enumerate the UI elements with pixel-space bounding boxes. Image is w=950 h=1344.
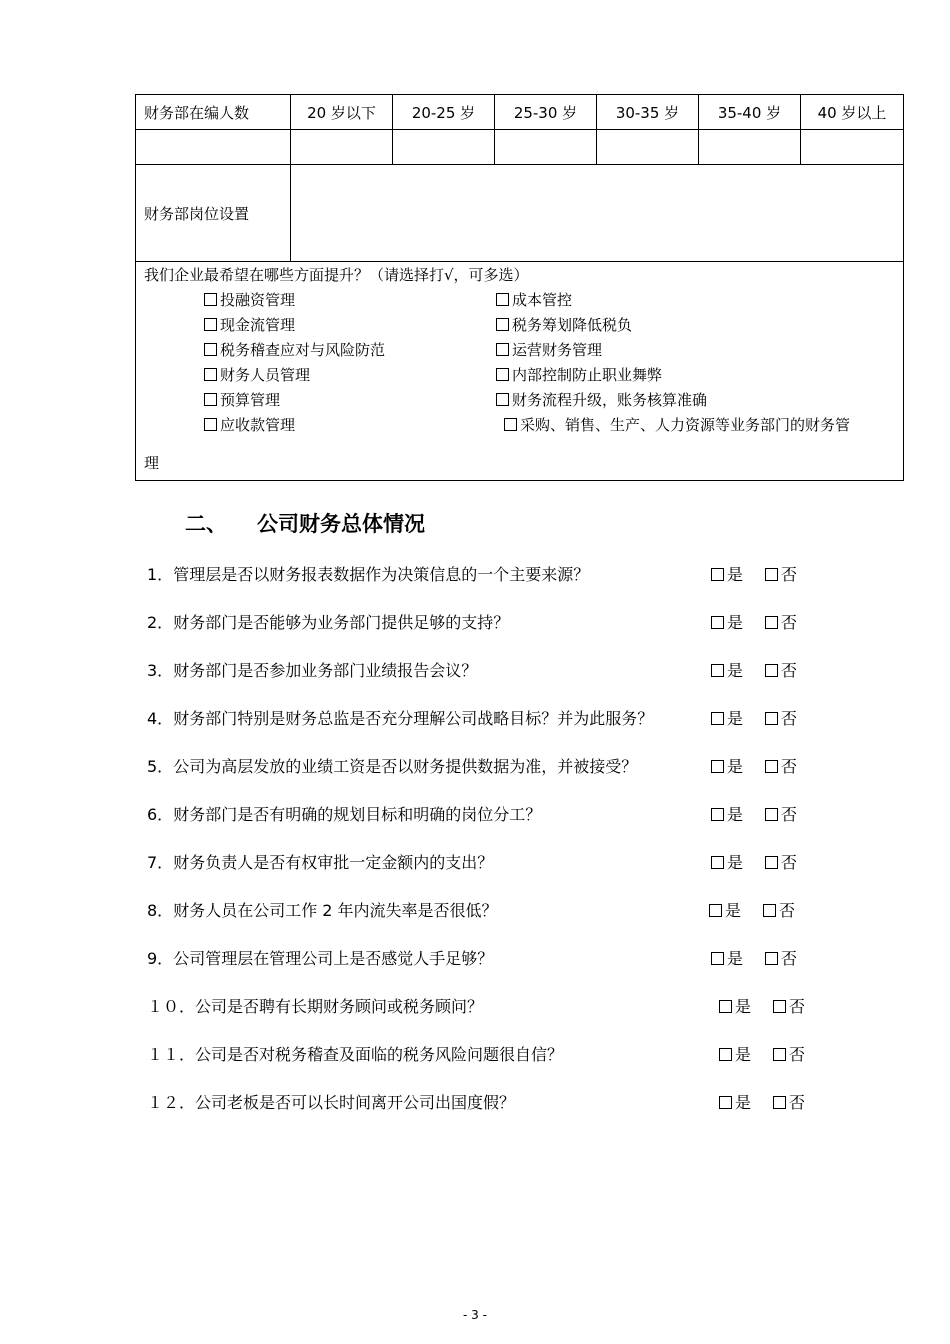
yes-option[interactable]: 是 [711, 805, 743, 824]
checkbox-icon[interactable] [711, 616, 724, 629]
no-option[interactable]: 否 [763, 901, 795, 920]
improvement-question: 我们企业最希望在哪些方面提升？（请选择打√，可多选） [144, 266, 529, 284]
question-text: 公司是否对税务稽查及面临的税务风险问题很自信？ [195, 1045, 564, 1064]
question-number: 3． [147, 661, 174, 680]
checkbox-icon[interactable] [719, 1096, 732, 1109]
answer-group [719, 1090, 805, 1113]
question-text: 财务部门是否参加业务部门业绩报告会议？ [173, 661, 478, 680]
position-setup-field[interactable] [291, 165, 904, 262]
no-option[interactable]: 否 [765, 949, 797, 968]
checkbox-icon[interactable] [765, 808, 778, 821]
question-row [147, 706, 653, 729]
no-option[interactable]: 否 [765, 709, 797, 728]
age-count-cell[interactable] [699, 130, 801, 165]
yes-option[interactable]: 是 [709, 901, 741, 920]
no-option[interactable]: 否 [765, 613, 797, 632]
age-group-header: 20 岁以下 [291, 95, 393, 130]
checkbox-icon[interactable] [504, 418, 517, 431]
question-number: 7． [147, 853, 174, 872]
no-option[interactable]: 否 [765, 661, 797, 680]
question-number: １１． [147, 1045, 196, 1064]
question-row [147, 1042, 563, 1065]
staff-count-blank[interactable] [136, 130, 291, 165]
checkbox-icon[interactable] [765, 952, 778, 965]
checkbox-icon[interactable] [711, 760, 724, 773]
staff-count-label: 财务部在编人数 [136, 95, 291, 130]
question-text: 公司管理层在管理公司上是否感觉人手足够？ [173, 949, 494, 968]
yes-option[interactable]: 是 [711, 661, 743, 680]
checkbox-icon[interactable] [719, 1000, 732, 1013]
checkbox-icon[interactable] [711, 664, 724, 677]
page-number: - 3 - [463, 1308, 487, 1322]
age-count-cell[interactable] [291, 130, 393, 165]
yes-option[interactable]: 是 [719, 1093, 751, 1112]
question-text: 财务部门是否能够为业务部门提供足够的支持？ [173, 613, 510, 632]
yes-option[interactable]: 是 [711, 709, 743, 728]
age-group-header: 35-40 岁 [699, 95, 801, 130]
checkbox-icon[interactable] [719, 1048, 732, 1061]
answer-group [719, 1042, 805, 1065]
checkbox-icon[interactable] [773, 1096, 786, 1109]
yes-option[interactable]: 是 [711, 949, 743, 968]
no-option[interactable]: 否 [773, 997, 805, 1016]
age-group-header: 20-25 岁 [393, 95, 495, 130]
option-item[interactable]: 应收款管理 [204, 414, 295, 435]
question-number: 5． [147, 757, 174, 776]
question-number: 4． [147, 709, 174, 728]
option-item[interactable]: 财务人员管理 [204, 364, 310, 385]
answer-group [711, 610, 797, 633]
age-group-header: 25-30 岁 [495, 95, 597, 130]
question-number: 9． [147, 949, 174, 968]
no-option[interactable]: 否 [765, 565, 797, 584]
option-item[interactable]: 成本管控 [496, 289, 572, 310]
option-wrap-tail: 理 [144, 454, 160, 472]
checkbox-icon[interactable] [773, 1048, 786, 1061]
question-text: 管理层是否以财务报表数据作为决策信息的一个主要来源？ [173, 565, 590, 584]
option-item[interactable]: 预算管理 [204, 389, 280, 410]
option-item[interactable]: 税务筹划降低税负 [496, 314, 632, 335]
answer-group [711, 850, 797, 873]
question-row [147, 1090, 515, 1113]
checkbox-icon[interactable] [709, 904, 722, 917]
checkbox-icon[interactable] [496, 393, 509, 406]
staff-info-table [135, 94, 904, 481]
question-number: 6． [147, 805, 174, 824]
checkbox-icon[interactable] [711, 712, 724, 725]
checkbox-icon[interactable] [496, 343, 509, 356]
question-number: １２． [147, 1093, 196, 1112]
section-heading [185, 508, 425, 538]
answer-group [709, 898, 795, 921]
age-count-cell[interactable] [393, 130, 495, 165]
question-row [147, 754, 637, 777]
answer-group [711, 658, 797, 681]
checkbox-icon[interactable] [496, 368, 509, 381]
no-option[interactable]: 否 [765, 853, 797, 872]
question-row [147, 802, 541, 825]
position-setup-label: 财务部岗位设置 [136, 165, 291, 262]
checkbox-icon[interactable] [496, 293, 509, 306]
age-group-header: 30-35 岁 [597, 95, 699, 130]
option-item[interactable]: 运营财务管理 [496, 339, 602, 360]
no-option[interactable]: 否 [773, 1045, 805, 1064]
checkbox-icon[interactable] [204, 368, 217, 381]
checkbox-icon[interactable] [711, 808, 724, 821]
option-item[interactable]: 现金流管理 [204, 314, 295, 335]
yes-option[interactable]: 是 [711, 565, 743, 584]
checkbox-icon[interactable] [765, 712, 778, 725]
answer-group [719, 994, 805, 1017]
checkbox-icon[interactable] [496, 318, 509, 331]
checkbox-icon[interactable] [765, 856, 778, 869]
option-item[interactable]: 内部控制防止职业舞弊 [496, 364, 662, 385]
question-number: 1． [147, 565, 174, 584]
option-item[interactable]: 投融资管理 [204, 289, 295, 310]
yes-option[interactable]: 是 [719, 997, 751, 1016]
section-number: 二、 [185, 512, 227, 536]
question-number: 8． [147, 901, 174, 920]
checkbox-icon[interactable] [763, 904, 776, 917]
checkbox-icon[interactable] [765, 760, 778, 773]
yes-option[interactable]: 是 [711, 853, 743, 872]
question-text: 财务负责人是否有权审批一定金额内的支出？ [173, 853, 494, 872]
answer-group [711, 562, 797, 585]
answer-group [711, 946, 797, 969]
question-row [147, 610, 509, 633]
checkbox-icon[interactable] [204, 293, 217, 306]
question-text: 公司老板是否可以长时间离开公司出国度假？ [195, 1093, 516, 1112]
question-row [147, 994, 483, 1017]
question-row [147, 946, 493, 969]
question-row [147, 562, 589, 585]
option-item[interactable]: 财务流程升级，账务核算准确 [496, 389, 707, 410]
checkbox-icon[interactable] [204, 418, 217, 431]
question-text: 财务部门特别是财务总监是否充分理解公司战略目标？并为此服务？ [173, 709, 654, 728]
answer-group [711, 802, 797, 825]
age-count-cell[interactable] [495, 130, 597, 165]
yes-option[interactable]: 是 [711, 757, 743, 776]
age-group-header: 40 岁以上 [801, 95, 904, 130]
question-number: １０． [147, 997, 196, 1016]
checkbox-icon[interactable] [765, 664, 778, 677]
question-text: 财务部门是否有明确的规划目标和明确的岗位分工？ [173, 805, 542, 824]
answer-group [711, 754, 797, 777]
section-title: 公司财务总体情况 [257, 512, 425, 536]
checkbox-icon[interactable] [711, 952, 724, 965]
question-number: 2． [147, 613, 174, 632]
option-item[interactable]: 采购、销售、生产、人力资源等业务部门的财务管 [504, 414, 850, 435]
question-row [147, 898, 498, 921]
checkbox-icon[interactable] [765, 568, 778, 581]
checkbox-icon[interactable] [711, 568, 724, 581]
question-row [147, 658, 477, 681]
yes-option[interactable]: 是 [711, 613, 743, 632]
checkbox-icon[interactable] [204, 318, 217, 331]
no-option[interactable]: 否 [773, 1093, 805, 1112]
no-option[interactable]: 否 [765, 757, 797, 776]
checkbox-icon[interactable] [711, 856, 724, 869]
no-option[interactable]: 否 [765, 805, 797, 824]
question-text: 公司是否聘有长期财务顾问或税务顾问？ [195, 997, 484, 1016]
age-count-cell[interactable] [597, 130, 699, 165]
checkbox-icon[interactable] [204, 393, 217, 406]
question-row [147, 850, 493, 873]
question-text: 公司为高层发放的业绩工资是否以财务提供数据为准，并被接受？ [173, 757, 638, 776]
question-text: 财务人员在公司工作 2 年内流失率是否很低？ [173, 901, 498, 920]
option-item[interactable]: 税务稽查应对与风险防范 [204, 339, 385, 360]
checkbox-icon[interactable] [765, 616, 778, 629]
checkbox-icon[interactable] [204, 343, 217, 356]
checkbox-icon[interactable] [773, 1000, 786, 1013]
yes-option[interactable]: 是 [719, 1045, 751, 1064]
age-count-cell[interactable] [801, 130, 904, 165]
answer-group [711, 706, 797, 729]
improvement-options-cell [136, 262, 904, 481]
